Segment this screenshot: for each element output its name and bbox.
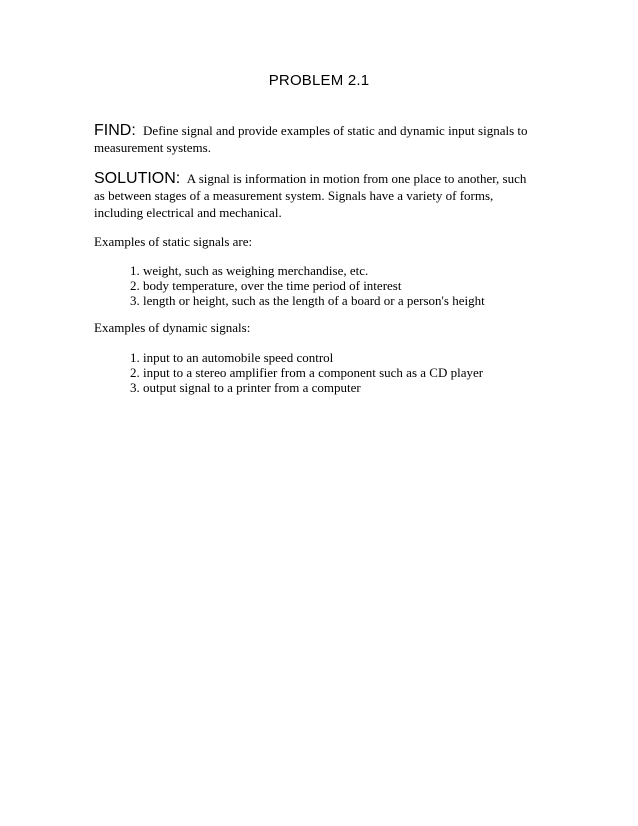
list-item: 3. output signal to a printer from a computer (130, 380, 361, 395)
solution-section (94, 170, 534, 221)
solution-text: A signal is information in motion from one place to another, such as between stages of a measurement system. Signals have a variety of forms, including electrical and mechanical. (94, 171, 527, 220)
list-item: 2. body temperature, over the time period of interest (130, 278, 402, 293)
find-text: Define signal and provide examples of static and dynamic input signals to measurement systems. (94, 123, 528, 155)
find-heading: FIND: (94, 122, 136, 139)
list-item: 3. length or height, such as the length of a board or a person's height (130, 293, 485, 308)
dynamic-examples-list (130, 350, 483, 395)
list-item: 1. weight, such as weighing merchandise, etc. (130, 263, 369, 278)
page-title: PROBLEM 2.1 (268, 72, 370, 89)
list-item: 2. input to a stereo amplifier from a component such as a CD player (130, 365, 484, 380)
dynamic-examples-intro: Examples of dynamic signals: (94, 320, 251, 335)
list-item: 1. input to an automobile speed control (130, 350, 334, 365)
solution-heading: SOLUTION: (94, 170, 181, 187)
find-section (94, 122, 534, 156)
static-examples-list (130, 263, 485, 308)
static-examples-intro: Examples of static signals are: (94, 234, 253, 249)
